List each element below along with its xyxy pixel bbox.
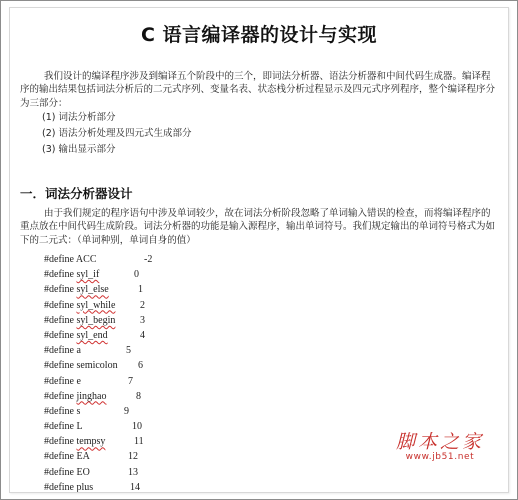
define-name: #define syl_if xyxy=(44,269,100,281)
define-name: #define EO xyxy=(44,466,90,478)
define-row xyxy=(44,449,152,464)
spellcheck-underline: syl_else xyxy=(76,284,109,296)
define-list xyxy=(44,252,152,493)
define-name: #define e xyxy=(44,375,81,387)
define-name: #define syl_else xyxy=(44,284,109,296)
watermark-url: www.jb51.net xyxy=(405,452,475,462)
define-name: #define L xyxy=(44,421,83,433)
define-name: #define jinghao xyxy=(44,390,107,402)
list-item: (1) 词法分析部分 xyxy=(42,112,116,123)
define-name: #define EA xyxy=(44,451,90,463)
define-name: #define semicolon xyxy=(44,360,118,372)
define-value: 13 xyxy=(128,466,138,478)
define-row xyxy=(44,343,152,358)
list-item: (3) 输出显示部分 xyxy=(42,144,116,155)
document-page xyxy=(9,7,509,493)
define-value: 3 xyxy=(140,314,145,326)
define-row xyxy=(44,404,152,419)
spellcheck-underline: syl_begin xyxy=(76,314,116,326)
define-row xyxy=(44,480,152,493)
define-name: #define syl_end xyxy=(44,329,108,341)
spellcheck-underline: syl_if xyxy=(76,269,100,281)
intro-paragraph: 我们设计的编译程序涉及到编译五个阶段中的三个，即词法分析器、语法分析器和中间代码生成器。编译程序的输出结果包括词法分析后的二元式序列、变量名表、状态栈分析过程显示及四元式序列程序，整个编译程序分为三部分： xyxy=(20,71,496,109)
define-value: 14 xyxy=(130,481,140,493)
define-row xyxy=(44,434,152,449)
document-title: C 语言编译器的设计与实现 xyxy=(140,24,378,46)
define-value: 6 xyxy=(138,360,143,372)
define-name: #define a xyxy=(44,345,81,357)
define-value: 4 xyxy=(140,329,145,341)
define-name: #define s xyxy=(44,405,81,417)
define-value: 0 xyxy=(134,269,139,281)
define-row xyxy=(44,465,152,480)
list-item: (2) 语法分析处理及四元式生成部分 xyxy=(42,128,192,139)
define-value: 8 xyxy=(136,390,141,402)
spellcheck-underline: jinghao xyxy=(76,390,107,402)
define-name: #define ACC xyxy=(44,254,97,265)
define-value: 9 xyxy=(124,405,129,417)
define-name: #define plus xyxy=(44,481,94,493)
watermark-logo-text: 脚本之家 xyxy=(395,431,484,453)
spellcheck-underline: tempsy xyxy=(76,436,106,448)
define-value: 11 xyxy=(134,436,144,448)
site-watermark xyxy=(396,427,484,462)
define-row xyxy=(44,282,152,297)
section-heading: 一．词法分析器设计 xyxy=(20,186,133,201)
define-row xyxy=(44,252,152,267)
define-value: -2 xyxy=(144,254,153,265)
define-name: #define syl_while xyxy=(44,299,116,311)
define-value: 1 xyxy=(138,284,143,296)
define-row xyxy=(44,389,152,404)
define-row xyxy=(44,358,152,373)
spellcheck-underline: syl_while xyxy=(76,299,116,311)
define-value: 7 xyxy=(128,375,133,387)
spellcheck-underline: syl_end xyxy=(76,329,108,341)
section-paragraph: 由于我们规定的程序语句中涉及单词较少，故在词法分析阶段忽略了单词输入错误的检查，而将编译程序的重点放在中间代码生成阶段。词法分析器的功能是输入源程序，输出单词符号。我们规定输出的单词符号格式为如下的二元式：（单词种别，单词自身的值） xyxy=(20,208,496,246)
define-value: 10 xyxy=(132,421,142,433)
define-value: 5 xyxy=(126,345,131,357)
define-name: #define tempsy xyxy=(44,436,106,448)
define-row xyxy=(44,419,152,434)
define-row xyxy=(44,298,152,313)
define-value: 2 xyxy=(140,299,145,311)
define-value: 12 xyxy=(128,451,138,463)
define-row xyxy=(44,267,152,282)
define-row xyxy=(44,328,152,343)
define-row xyxy=(44,374,152,389)
define-row xyxy=(44,313,152,328)
parts-list xyxy=(42,110,191,158)
define-name: #define syl_begin xyxy=(44,314,116,326)
